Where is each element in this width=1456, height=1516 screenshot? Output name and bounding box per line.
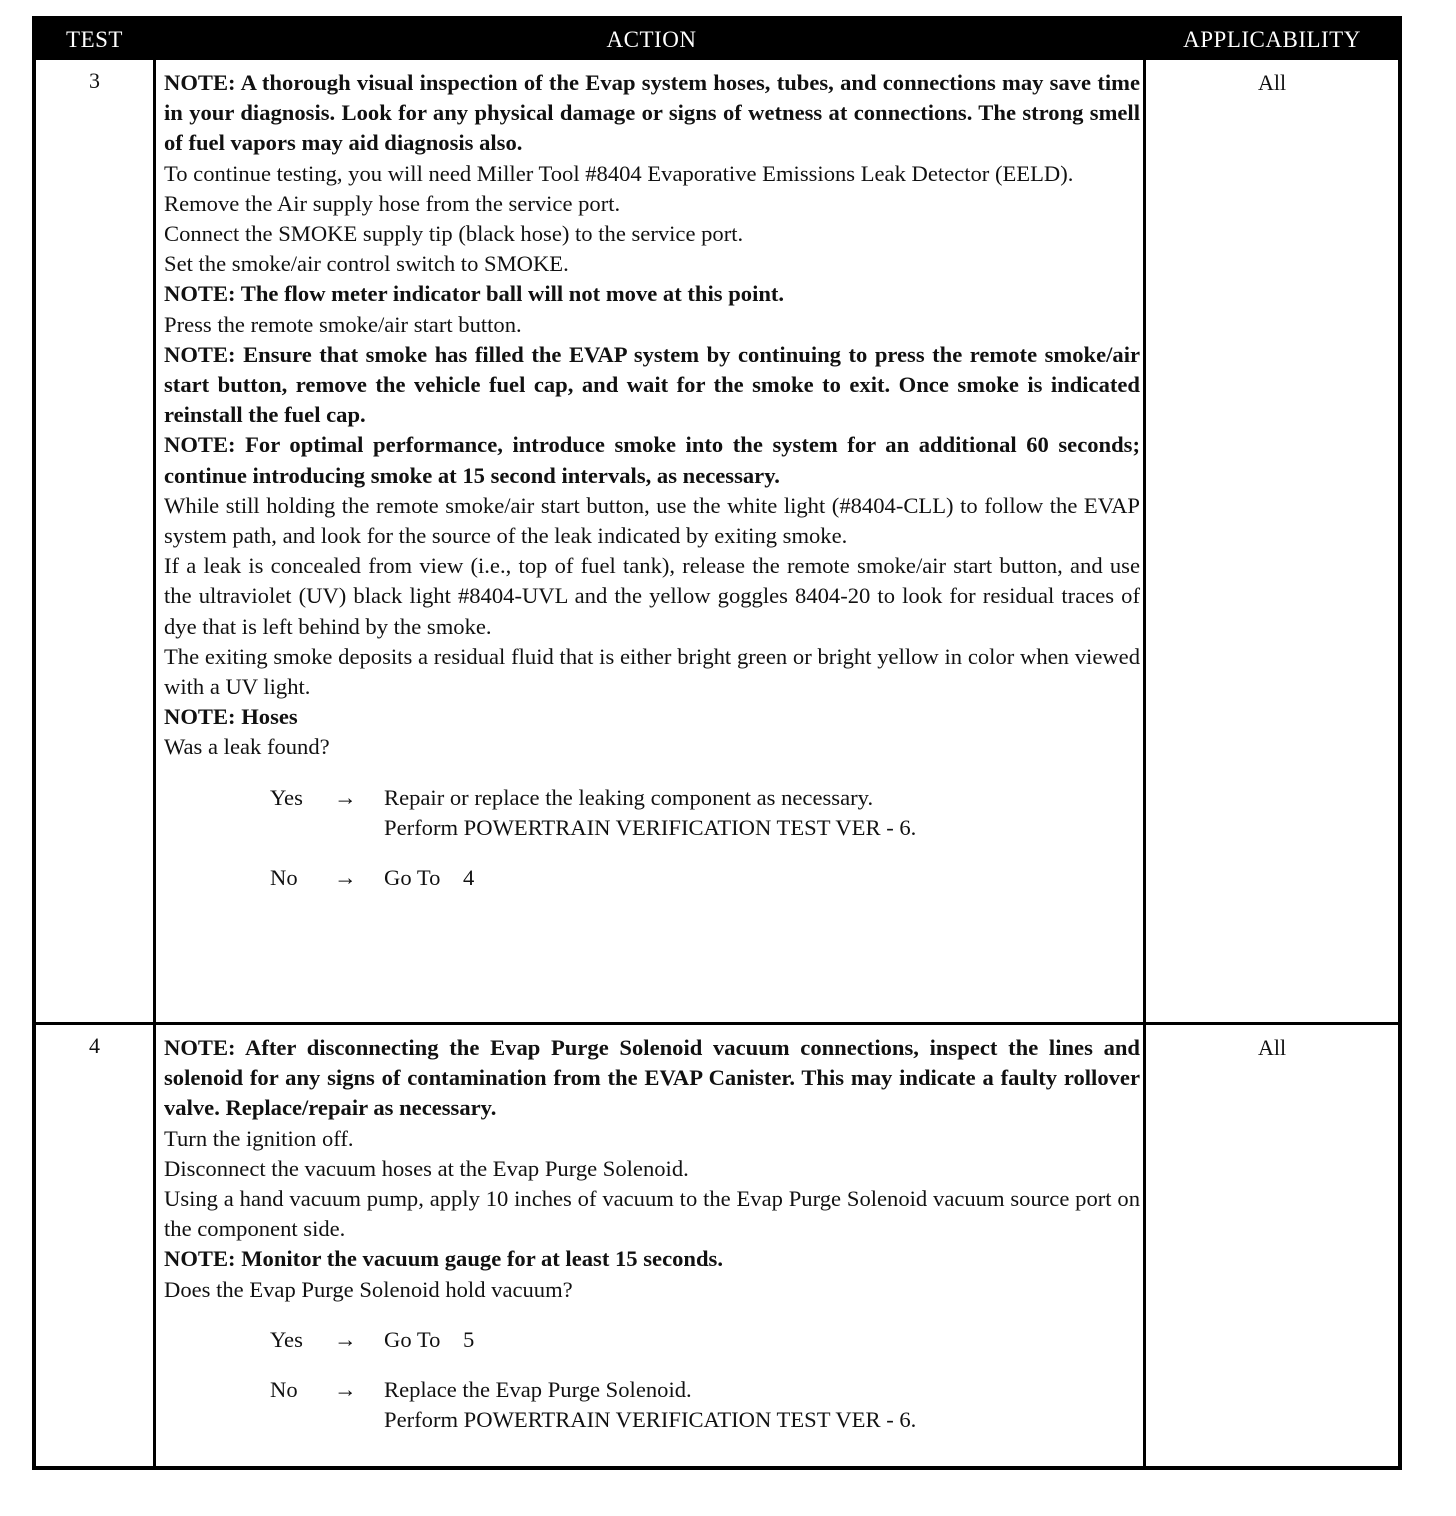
outcome-label: No <box>270 865 298 891</box>
outcome-no <box>164 863 1140 893</box>
arrow-icon: → <box>334 1326 357 1352</box>
outcome-result-line: Repair or replace the leaking component as necessary. <box>384 784 874 810</box>
step-text: While still holding the remote smoke/air start button, use the white light (#8404-CLL) to follow the EVAP system path, and look for the source of the leak indicated by exiting smoke. <box>164 492 1140 549</box>
step-text: Does the Evap Purge Solenoid hold vacuum? <box>164 1276 573 1302</box>
arrow-icon: → <box>334 865 357 891</box>
step-text: Turn the ignition off. <box>164 1125 354 1151</box>
table-row-test-4 <box>36 1025 1398 1466</box>
outcome-result-line: Go To 4 <box>384 865 475 891</box>
outcome-result <box>384 863 1140 893</box>
table-row-test-3 <box>36 60 1398 1022</box>
outcome-result-line: Perform POWERTRAIN VERIFICATION TEST VER - 6. <box>384 814 917 840</box>
step-text: Disconnect the vacuum hoses at the Evap Purge Solenoid. <box>164 1155 689 1181</box>
outcome-result <box>384 783 1140 843</box>
outcome-label: Yes <box>270 1326 303 1352</box>
test-number: 4 <box>89 1033 100 1058</box>
note-text: NOTE: Monitor the vacuum gauge for at least 15 seconds. <box>164 1246 723 1272</box>
note-text: NOTE: After disconnecting the Evap Purge Solenoid vacuum connections, inspect the lines and solenoid for any signs of contamination from the EVAP Canister. This may indicate a faulty rollover valve. Replace/repair as necessary. <box>164 1035 1140 1121</box>
applicability-value: All <box>1257 1035 1287 1060</box>
note-text: NOTE: A thorough visual inspection of the Evap system hoses, tubes, and connections may save time in your diagnosis. Look for any physical damage or signs of wetness at connections. The strong smell of fuel vapors may aid diagnosis also. <box>164 70 1140 156</box>
test-number: 3 <box>89 68 100 93</box>
step-text: To continue testing, you will need Miller Tool #8404 Evaporative Emissions Leak Detector (EELD). <box>164 160 1074 186</box>
step-text: If a leak is concealed from view (i.e., top of fuel tank), release the remote smoke/air start button, and use the ultraviolet (UV) black light #8404-UVL and the yellow goggles 8404-20 to look for residual traces of dye that is left behind by the smoke. <box>164 553 1140 639</box>
diagnostic-procedure-table <box>32 16 1402 1470</box>
step-text: Press the remote smoke/air start button. <box>164 311 522 337</box>
step-text: Using a hand vacuum pump, apply 10 inches of vacuum to the Evap Purge Solenoid vacuum source port on the component side. <box>164 1186 1140 1242</box>
header-test: TEST <box>66 27 123 52</box>
step-text: Connect the SMOKE supply tip (black hose) to the service port. <box>164 221 744 247</box>
outcome-yes <box>164 1325 1140 1355</box>
outcome-label: No <box>270 1377 298 1403</box>
header-applicability: APPLICABILITY <box>1183 27 1361 52</box>
step-text: Remove the Air supply hose from the service port. <box>164 190 621 216</box>
arrow-icon: → <box>334 1377 357 1403</box>
arrow-icon: → <box>334 784 357 810</box>
step-text: Set the smoke/air control switch to SMOKE. <box>164 251 569 277</box>
outcome-result-line: Replace the Evap Purge Solenoid. <box>384 1377 692 1403</box>
action-cell <box>164 68 1140 893</box>
outcome-no <box>164 1375 1140 1435</box>
note-text: NOTE: For optimal performance, introduce smoke into the system for an additional 60 seconds; continue introducing smoke at 15 second intervals, as necessary. <box>164 432 1140 488</box>
header-action: ACTION <box>606 27 697 52</box>
note-text: NOTE: The flow meter indicator ball will not move at this point. <box>164 281 785 307</box>
outcome-result <box>384 1375 1140 1435</box>
note-text: NOTE: Hoses <box>164 704 298 730</box>
applicability-value: All <box>1257 70 1287 95</box>
note-text: NOTE: Ensure that smoke has filled the EVAP system by continuing to press the remote smoke/air start button, remove the vehicle fuel cap, and wait for the smoke to exit. Once smoke is indicated reinstall the fuel cap. <box>164 341 1140 428</box>
outcome-yes <box>164 783 1140 843</box>
step-text: Was a leak found? <box>164 734 330 760</box>
outcome-label: Yes <box>270 784 303 810</box>
outcome-result-line: Go To 5 <box>384 1326 475 1352</box>
outcome-result <box>384 1325 1140 1355</box>
table-header <box>36 20 1398 60</box>
step-text: The exiting smoke deposits a residual fluid that is either bright green or bright yellow in color when viewed with a UV light. <box>164 643 1140 700</box>
outcome-result-line: Perform POWERTRAIN VERIFICATION TEST VER - 6. <box>384 1407 917 1433</box>
action-cell <box>164 1033 1140 1435</box>
